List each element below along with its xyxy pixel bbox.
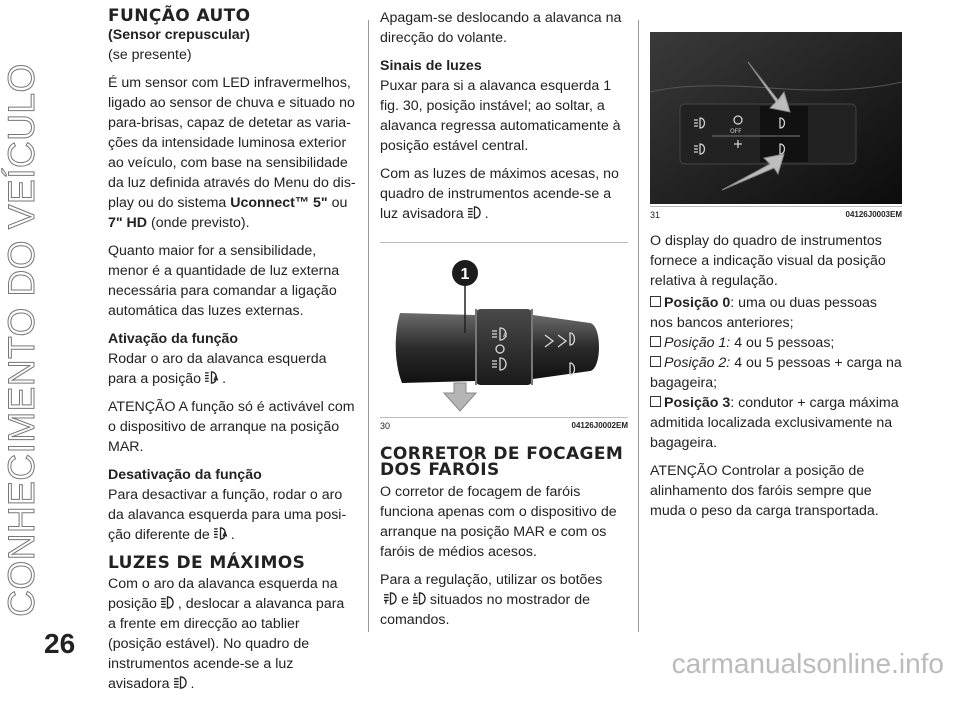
checkbox-square-icon bbox=[650, 356, 661, 367]
watermark: carmanualsonline.info bbox=[671, 648, 944, 679]
paragraph-warning-light: Com as luzes de máximos acesas, no quadro de instrumentos acende-se a luz avisadora . bbox=[380, 166, 619, 222]
paragraph-sensor-description: É um sensor com LED infravermelhos, ligado ao sensor de chuva e situado no para-brisas, capaz de detetar as varia-ções da intensidade luminosa exterior ao veículo, com base na sensibilidade da luz definida através do Menu do dis-play ou do sistema Uconnect™ 5" ou 7" HD (onde previsto). bbox=[108, 75, 356, 231]
figure-31-caption bbox=[650, 206, 902, 221]
figure-31-control-panel bbox=[650, 32, 902, 204]
side-title-text: CONHECIMENTO DO VEÍCULO bbox=[1, 63, 42, 617]
callout-1: 1 bbox=[460, 266, 470, 283]
heading-auto-function: FUNÇÃO AUTO bbox=[108, 6, 251, 26]
figure-number: 31 bbox=[650, 210, 661, 220]
heading-headlight-leveling: CORRETOR DE FOCAGEM DOS FARÓIS bbox=[380, 444, 624, 480]
figure-number: 30 bbox=[380, 421, 391, 431]
uconnect-7-label: 7" HD bbox=[108, 215, 148, 231]
paragraph-display-info: O display do quadro de instrumentos fornece a indicação visual da posição relativa à regulação. bbox=[650, 233, 886, 289]
subheading-twilight-sensor: (Sensor crepuscular) bbox=[108, 27, 250, 43]
heading-deactivation: Desativação da função bbox=[108, 467, 262, 483]
checkbox-square-icon bbox=[650, 296, 661, 307]
paragraph-high-beams: Com o aro da alavanca esquerda na posição , deslocar a alavanca para a frente em direcção ao tablier (posição estável). No quadro de instrumentos acende-se a luz avisadora . bbox=[108, 576, 345, 692]
beam-down-icon bbox=[411, 592, 428, 605]
paragraph-flash: Puxar para si a alavanca esquerda 1 fig. 30, posição instável; ao soltar, a alavanca regressa automaticamente à posição estável central. bbox=[380, 78, 621, 154]
heading-activation: Ativação da função bbox=[108, 331, 239, 347]
figure-30-lever bbox=[380, 242, 628, 415]
heading-flash-signals: Sinais de luzes bbox=[380, 58, 482, 74]
svg-text:A: A bbox=[503, 332, 508, 339]
figure-30-caption bbox=[380, 417, 628, 432]
lever-illustration bbox=[380, 243, 628, 415]
paragraph-deactivation: Para desactivar a função, rodar o aro da alavanca esquerda para uma posi-ção diferente de . bbox=[108, 487, 347, 543]
column-3 bbox=[650, 32, 902, 529]
figure-code: 04126J0003EM bbox=[845, 210, 902, 219]
uconnect-5-label: Uconnect™ 5" bbox=[230, 195, 328, 211]
paragraph-sensitivity: Quanto maior for a sensibilidade, menor é a quantidade de luz externa necessária para comandar a ligação automática das luzes externas. bbox=[108, 243, 340, 319]
if-present-note: (se presente) bbox=[108, 47, 192, 63]
list-item-position-3: Posição 3: condutor + carga máxima admitida localizada exclusivamente na bagageira. bbox=[650, 395, 899, 451]
column-divider bbox=[638, 20, 639, 632]
column-2 bbox=[380, 8, 628, 638]
list-item-position-1: Posição 1: 4 ou 5 pessoas; bbox=[650, 333, 902, 353]
paragraph-attention-mar: ATENÇÃO A função só é activável com o dispositivo de arranque na posição MAR. bbox=[108, 399, 355, 455]
low-beam-icon bbox=[159, 596, 176, 609]
paragraph-activation: Rodar o aro da alavanca esquerda para a posição . bbox=[108, 351, 327, 387]
figure-code: 04126J0002EM bbox=[571, 421, 628, 430]
checkbox-square-icon bbox=[650, 336, 661, 347]
control-panel-illustration bbox=[650, 32, 902, 204]
checkbox-square-icon bbox=[650, 396, 661, 407]
page-number: 26 bbox=[44, 628, 76, 659]
auto-light-icon bbox=[212, 527, 229, 540]
column-divider bbox=[368, 20, 369, 632]
column-1 bbox=[108, 8, 356, 702]
high-beam-warning-icon bbox=[466, 206, 483, 219]
paragraph-turn-off: Apagam-se deslocando a alavanca na direcção do volante. bbox=[380, 10, 622, 46]
heading-high-beams: LUZES DE MÁXIMOS bbox=[108, 553, 306, 573]
paragraph-leveling-conditions: O corretor de focagem de faróis funciona apenas com o dispositivo de arranque na posição MAR e com os faróis de médios acesos. bbox=[380, 484, 617, 560]
paragraph-attention-alignment: ATENÇÃO Controlar a posição de alinhamento dos faróis sempre que muda o peso da carga transportada. bbox=[650, 463, 879, 519]
beam-up-icon bbox=[382, 592, 399, 605]
list-item-position-2: Posição 2: 4 ou 5 pessoas + carga na bagageira; bbox=[650, 355, 902, 391]
paragraph-leveling-buttons: Para a regulação, utilizar os botões e situados no mostrador de comandos. bbox=[380, 572, 603, 628]
list-item-position-0: Posição 0: uma ou duas pessoas nos bancos anteriores; bbox=[650, 295, 877, 331]
button-off-label: OFF bbox=[730, 128, 742, 135]
auto-light-icon bbox=[203, 371, 220, 384]
